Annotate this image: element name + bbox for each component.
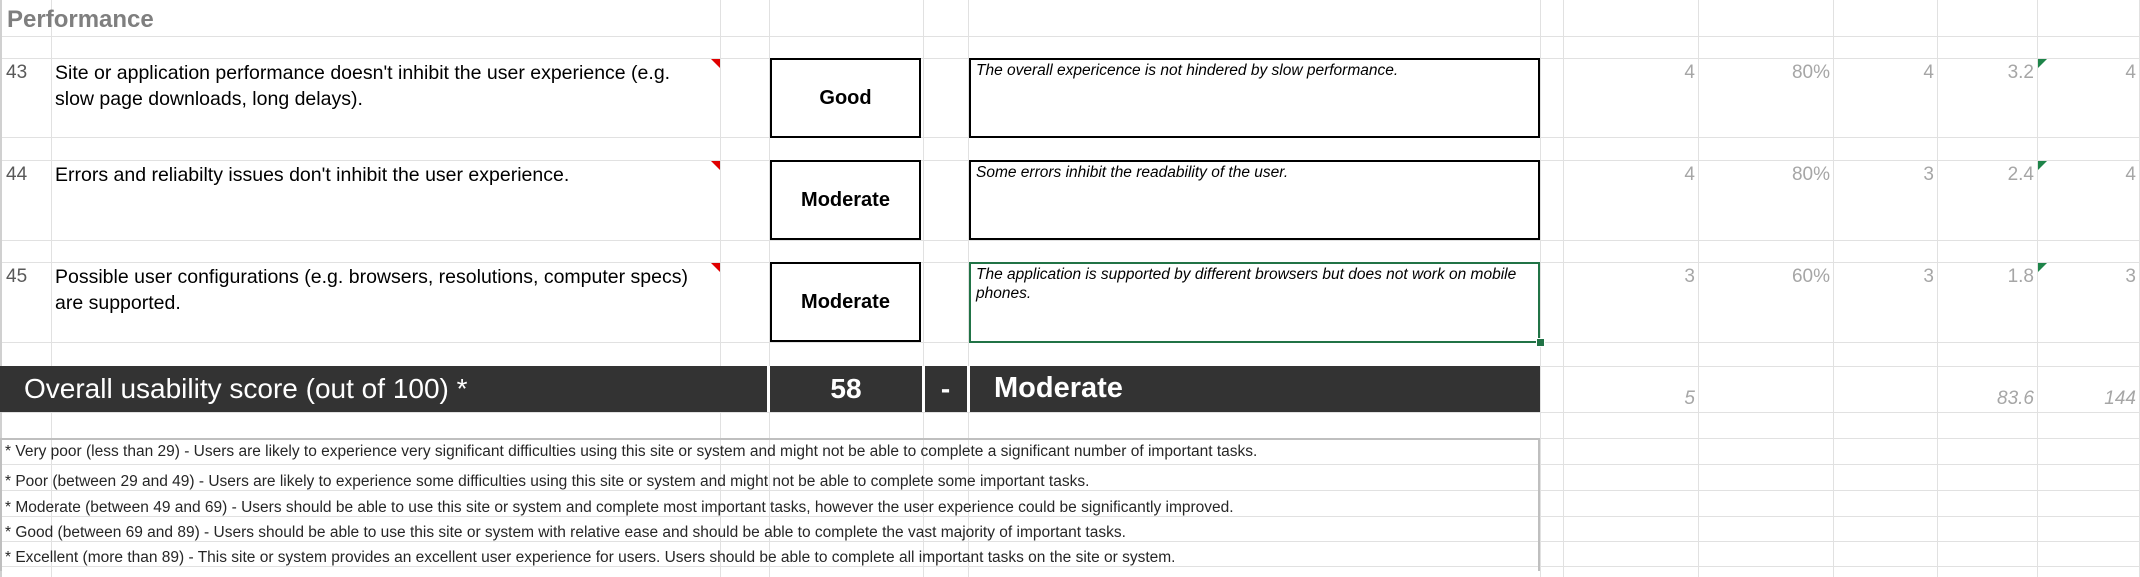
criterion-text[interactable] xyxy=(55,162,695,188)
max-cell[interactable]: 4 xyxy=(2125,62,2136,83)
overall-score-label[interactable]: Overall usability score (out of 100) * xyxy=(24,373,468,404)
weighted-cell[interactable]: 1.8 xyxy=(2007,266,2034,287)
weight-cell[interactable]: 4 xyxy=(1684,164,1695,185)
error-indicator-icon[interactable] xyxy=(2038,59,2047,68)
error-indicator-icon[interactable] xyxy=(2038,161,2047,170)
note-poor[interactable]: * Poor (between 29 and 49) - Users are likely to experience some difficulties using this site or system and might not be able to complete some important tasks. xyxy=(5,473,1090,490)
note-good[interactable]: * Good (between 69 and 89) - Users should be able to use this site or system with relative ease and should be able to complete the vast majority of important tasks. xyxy=(5,524,1126,541)
weighted-cell[interactable]: 2.4 xyxy=(2007,164,2034,185)
score-cell[interactable]: 3 xyxy=(1923,266,1934,287)
weight-cell[interactable]: 4 xyxy=(1684,62,1695,83)
weight-cell[interactable]: 3 xyxy=(1684,266,1695,287)
note-very-poor[interactable]: * Very poor (less than 29) - Users are likely to experience very significant difficulties using this site or system and might not be able to complete a significant number of important tasks. xyxy=(5,443,1258,460)
overall-rating[interactable]: Moderate xyxy=(994,372,1123,404)
comment-indicator-icon[interactable] xyxy=(711,161,720,170)
max-cell[interactable]: 3 xyxy=(2125,266,2136,287)
row-number: 44 xyxy=(6,164,28,185)
comment-cell-selected[interactable]: The application is supported by different browsers but does not work on mobile phones. xyxy=(969,262,1540,343)
note-excellent[interactable]: * Excellent (more than 89) - This site or system provides an excellent user experience for users. Users should be able to complete all important tasks on the site or system. xyxy=(5,549,1176,566)
criterion-line: Errors and reliabilty issues don't inhibit the user experience. xyxy=(55,164,570,186)
note-moderate[interactable]: * Moderate (between 49 and 69) - Users should be able to use this site or system and complete most important tasks, however the user experience could be significantly improved. xyxy=(5,499,1234,516)
criterion-text[interactable] xyxy=(55,264,695,316)
total-max-cell[interactable]: 144 xyxy=(2104,388,2136,409)
criterion-line: slow page downloads, long delays). xyxy=(55,88,363,110)
error-indicator-icon[interactable] xyxy=(2038,263,2047,272)
score-cell[interactable]: 3 xyxy=(1923,164,1934,185)
score-cell[interactable]: 4 xyxy=(1923,62,1934,83)
percent-cell[interactable]: 80% xyxy=(1791,164,1830,185)
bar-divider xyxy=(967,366,970,412)
rating-cell[interactable]: Moderate xyxy=(770,262,921,342)
overall-score-dash[interactable]: - xyxy=(940,373,951,404)
comment-indicator-icon[interactable] xyxy=(711,59,720,68)
row-number: 45 xyxy=(6,266,28,287)
overall-score-value[interactable]: 58 xyxy=(830,373,862,404)
row-number: 43 xyxy=(6,62,28,83)
rating-cell[interactable]: Good xyxy=(770,58,921,138)
criterion-line: Site or application performance doesn't inhibit the user experience (e.g. xyxy=(55,62,671,84)
total-weight-cell[interactable]: 5 xyxy=(1684,388,1695,409)
total-weighted-cell[interactable]: 83.6 xyxy=(1997,388,2034,409)
percent-cell[interactable]: 80% xyxy=(1791,62,1830,83)
weighted-cell[interactable]: 3.2 xyxy=(2007,62,2034,83)
criterion-text[interactable] xyxy=(55,60,695,112)
comment-indicator-icon[interactable] xyxy=(711,263,720,272)
comment-cell[interactable]: The overall expericence is not hindered by slow performance. xyxy=(969,58,1540,138)
criterion-line: are supported. xyxy=(55,292,181,314)
rating-cell[interactable]: Moderate xyxy=(770,160,921,240)
overall-score-bar xyxy=(0,366,1540,412)
fill-handle[interactable] xyxy=(1536,338,1545,347)
section-title: Performance xyxy=(7,6,154,33)
max-cell[interactable]: 4 xyxy=(2125,164,2136,185)
criterion-line: Possible user configurations (e.g. browsers, resolutions, computer specs) xyxy=(55,266,688,288)
percent-cell[interactable]: 60% xyxy=(1791,266,1830,287)
comment-cell[interactable]: Some errors inhibit the readability of the user. xyxy=(969,160,1540,240)
